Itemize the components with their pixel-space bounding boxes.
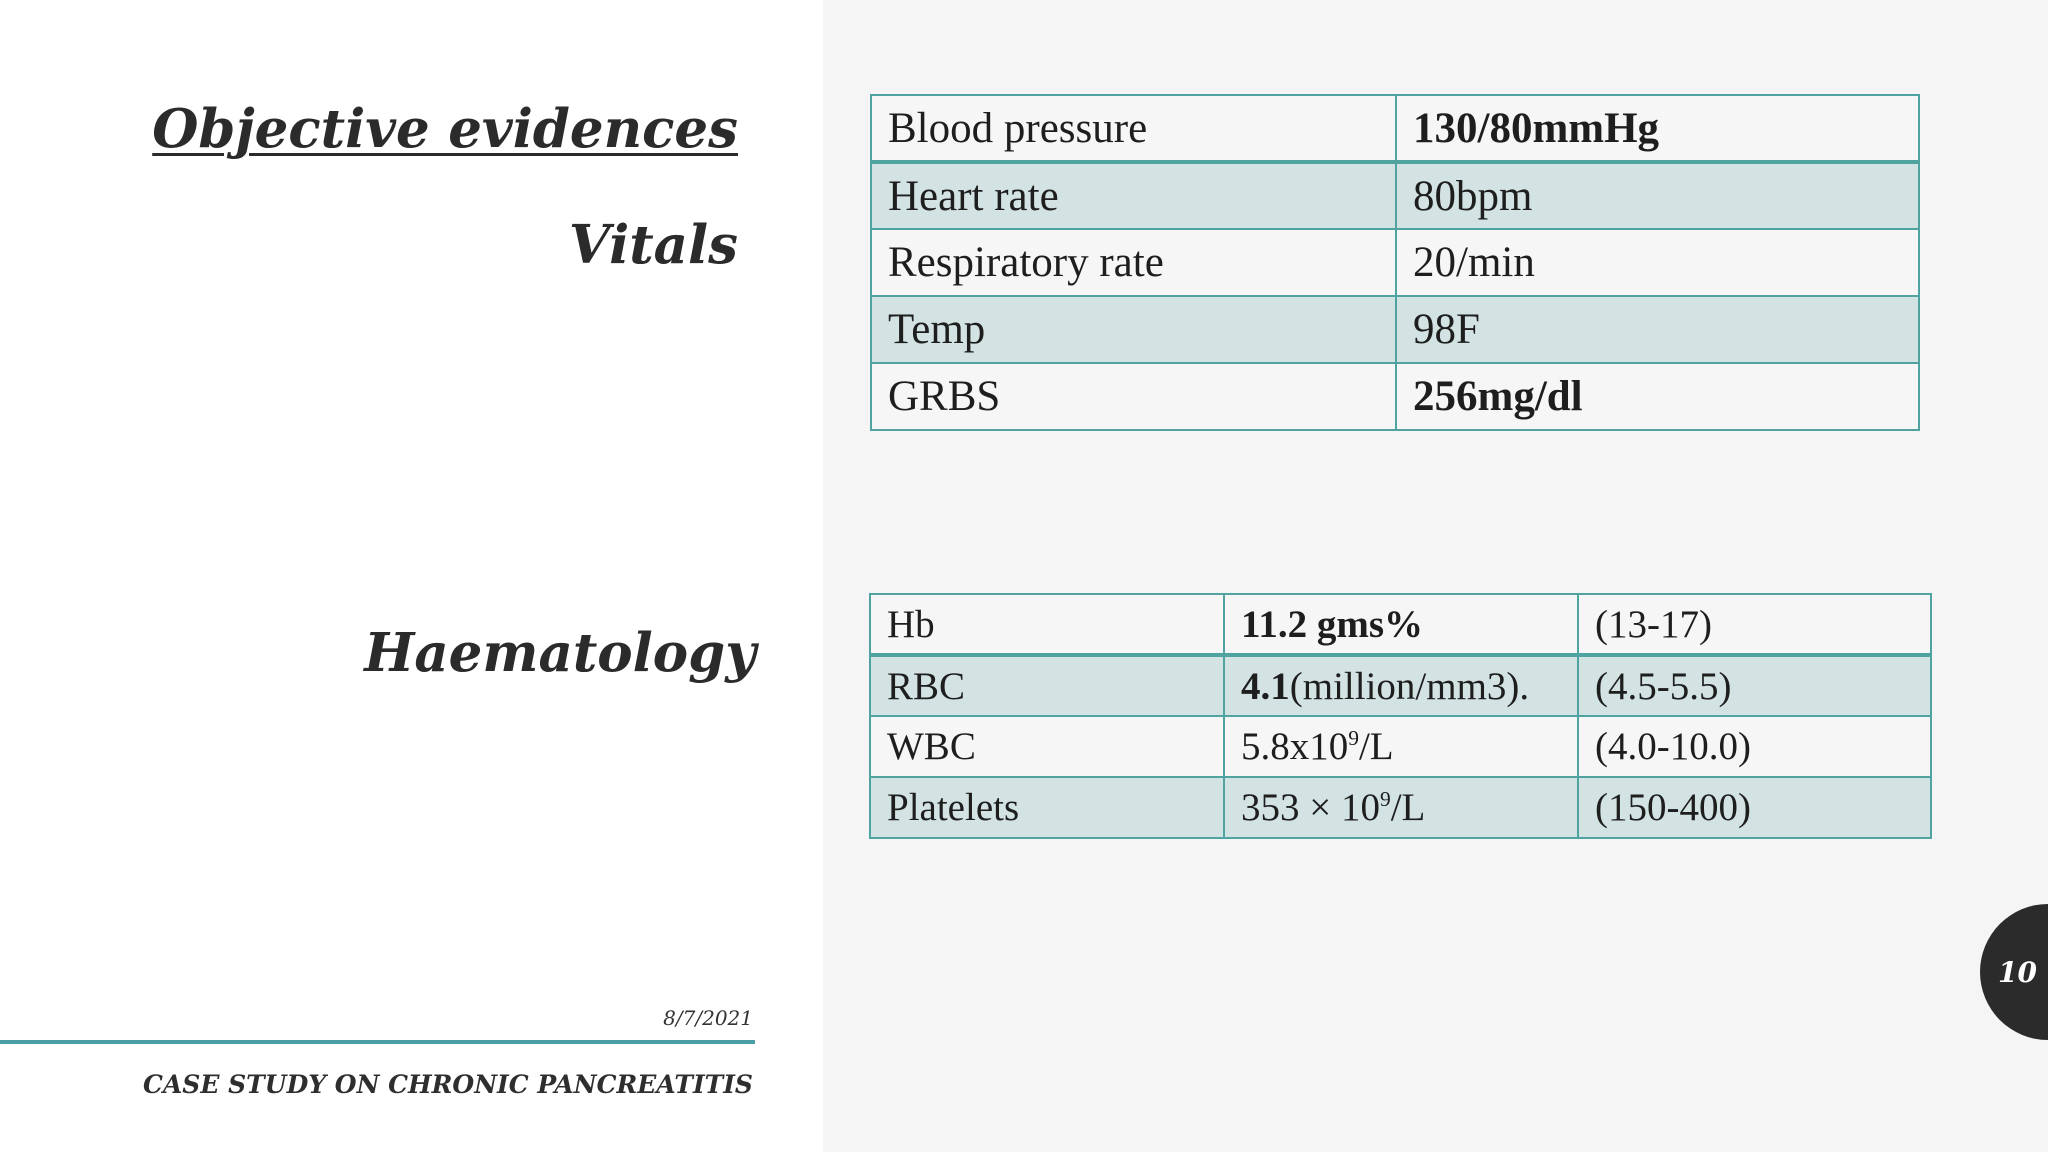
haem-test: RBC [870,655,1224,716]
haematology-heading: Haematology [364,622,756,684]
table-row [871,95,1919,162]
vitals-label: GRBS [871,363,1396,430]
haem-range: (150-400) [1578,777,1931,838]
vitals-value: 20/min [1396,229,1919,296]
vitals-label: Heart rate [871,162,1396,229]
footer-divider [0,1040,755,1044]
haem-value [1224,655,1578,716]
page-number: 10 [1998,956,2037,989]
haem-value-unit: (million/mm3). [1289,664,1530,708]
table-row [871,162,1919,229]
table-row [870,594,1931,655]
table-row [871,296,1919,363]
slide-date: 8/7/2021 [663,1006,753,1030]
haem-value-base: 5.8x10 [1241,725,1349,768]
vitals-value: 256mg/dl [1396,363,1919,430]
vitals-table [870,94,1920,431]
table-row [870,777,1931,838]
vitals-label: Blood pressure [871,95,1396,162]
haem-test: Hb [870,594,1224,655]
haem-value [1224,777,1578,838]
vitals-label: Temp [871,296,1396,363]
haem-range: (4.0-10.0) [1578,716,1931,777]
vitals-heading: Vitals [568,214,738,276]
haem-value-bold: 4.1 [1241,664,1290,708]
vitals-value: 98F [1396,296,1919,363]
table-row [870,655,1931,716]
vitals-value: 130/80mmHg [1396,95,1919,162]
table-row [870,716,1931,777]
haem-value-base: 353 × 10 [1241,786,1380,829]
vitals-value: 80bpm [1396,162,1919,229]
haem-value [1224,594,1578,655]
footer-text: CASE STUDY ON CHRONIC PANCREATITIS [143,1070,753,1099]
haem-value-exponent: 9 [1348,726,1359,750]
slide-title: Objective evidences [152,98,738,160]
haematology-table [869,593,1932,839]
table-row [871,363,1919,430]
haem-range: (13-17) [1578,594,1931,655]
haem-test: WBC [870,716,1224,777]
haem-value-unit: /L [1390,786,1426,829]
haem-value-unit: /L [1358,725,1394,768]
haem-test: Platelets [870,777,1224,838]
haem-value [1224,716,1578,777]
haem-range: (4.5-5.5) [1578,655,1931,716]
haem-value-bold: 11.2 gms% [1241,602,1424,646]
vitals-label: Respiratory rate [871,229,1396,296]
haem-value-exponent: 9 [1380,787,1391,811]
table-row [871,229,1919,296]
